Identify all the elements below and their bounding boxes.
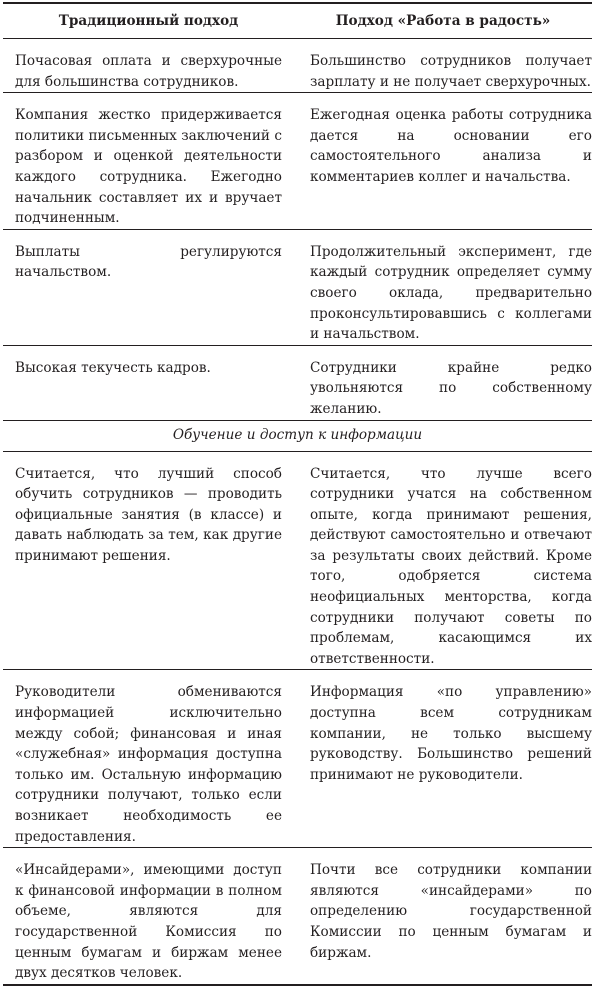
cell-text: Сотрудники крайне редко увольняются по собственному желанию. <box>310 359 592 417</box>
header-row <box>3 3 592 39</box>
work-joy-cell <box>294 848 592 985</box>
cell-text: Компания жестко придерживается политики письменных заключений с разбором и оценкой деятельности каждого сотрудника. Ежегодно начальник составляет их и вручает подчиненным. <box>15 107 282 227</box>
work-joy-cell <box>294 345 592 420</box>
cell-text: Почти все сотрудники компании являются «инсайдерами» по определению государственной Комиссии по ценным бумагам и биржам. <box>310 862 592 961</box>
traditional-cell <box>3 848 294 985</box>
header-traditional: Традиционный подход <box>3 3 294 39</box>
work-joy-cell <box>294 670 592 848</box>
cell-text: «Инсайдерами», имеющими доступ к финансовой информации в полном объеме, являются для государственной Комиссия по ценным бумагам и биржам менее двух десятков человек. <box>15 862 282 982</box>
traditional-cell <box>3 39 294 93</box>
section-title: Обучение и доступ к информации <box>3 420 592 451</box>
traditional-cell <box>3 345 294 420</box>
table-row <box>3 670 592 848</box>
cell-text: Большинство сотрудников получает зарплату и не получает сверхурочных. <box>310 53 592 90</box>
cell-text: Почасовая оплата и сверхурочные для большинства сотрудников. <box>15 53 282 90</box>
traditional-cell <box>3 451 294 670</box>
traditional-cell <box>3 93 294 230</box>
table-row <box>3 39 592 93</box>
table-header <box>3 3 592 39</box>
table-row <box>3 345 592 420</box>
work-joy-cell <box>294 229 592 345</box>
cell-text: Считается, что лучше всего сотрудники учатся на собственном опыте, когда принимают решения, действуют самостоятельно и отвечают за результаты своих действий. Кроме того, одобряется система неофициальных менторства, когда сотрудники получают советы по проблемам, касающимся их ответственности. <box>310 465 592 667</box>
work-joy-cell <box>294 451 592 670</box>
cell-text: Высокая текучесть кадров. <box>15 359 211 376</box>
cell-text: Ежегодная оценка работы сотрудника дается на основании его самостоятельного анализа и комментариев коллег и начальства. <box>310 107 592 185</box>
header-work-joy: Подход «Работа в радость» <box>294 3 592 39</box>
cell-text: Выплаты регулируются начальством. <box>15 243 282 281</box>
work-joy-cell <box>294 93 592 230</box>
table-row <box>3 451 592 670</box>
cell-text: Руководители обмениваются информацией исключительно между собой; финансовая и иная «служебная» информация доступна только им. Остальную информацию сотрудники получают, только если возникает необходимость ее предоставления. <box>15 684 282 845</box>
table-body <box>3 39 592 985</box>
work-joy-cell <box>294 39 592 93</box>
table-row <box>3 229 592 345</box>
traditional-cell <box>3 229 294 345</box>
table-row <box>3 848 592 985</box>
traditional-cell <box>3 670 294 848</box>
cell-text: Считается, что лучший способ обучить сотрудников — проводить официальные занятия (в классе) и давать наблюдать за тем, как другие принимают решения. <box>15 465 282 564</box>
table-row <box>3 93 592 230</box>
cell-text: Информация «по управлению» доступна всем сотрудникам компании, не только высшему руководству. Большинство решений принимают не руководители. <box>310 684 592 783</box>
comparison-table <box>3 2 592 986</box>
section-row <box>3 420 592 451</box>
cell-text: Продолжительный эксперимент, где каждый сотрудник определяет сумму своего оклада, предварительно проконсультировавшись с коллегами и начальством. <box>310 243 592 343</box>
